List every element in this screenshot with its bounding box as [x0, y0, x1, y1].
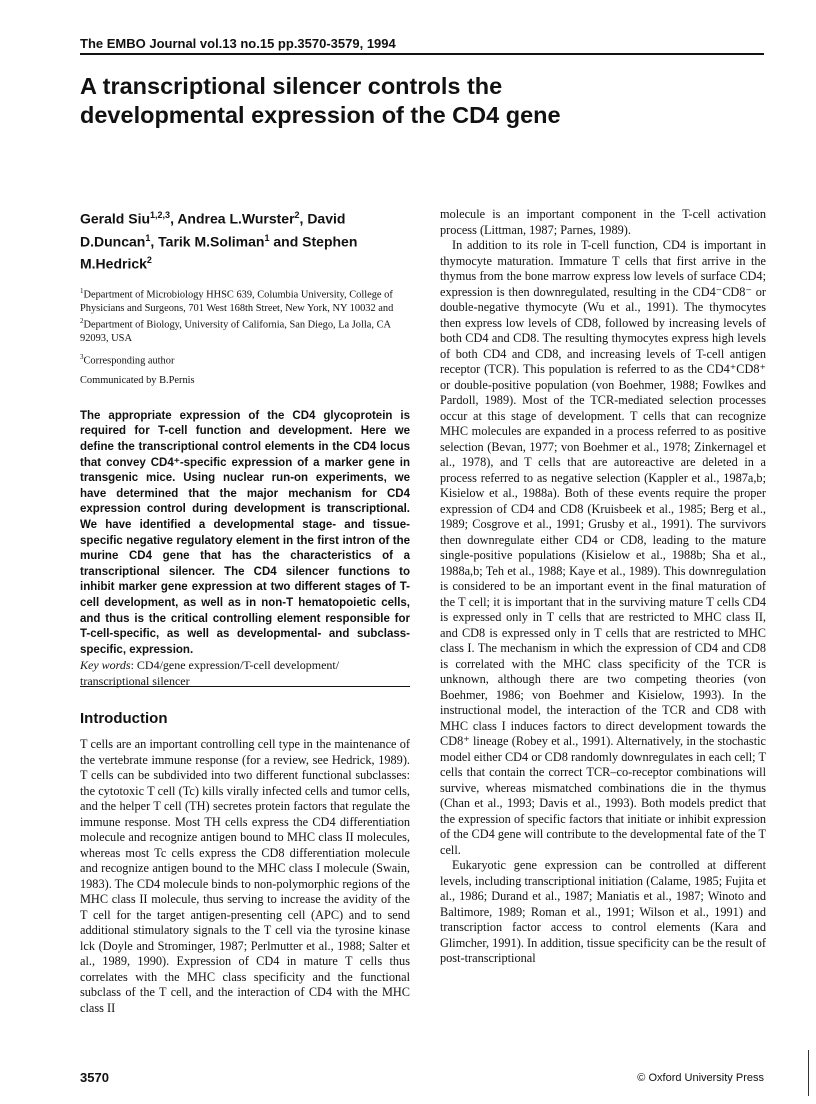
- article-title: [80, 72, 720, 130]
- scan-edge-mark: [808, 1050, 809, 1096]
- front-matter-column: [80, 206, 410, 690]
- title-line-2: developmental expression of the CD4 gene: [80, 102, 561, 128]
- right-column: [440, 207, 766, 967]
- right-paragraph-2: Eukaryotic gene expression can be controlled at different levels, including transcriptional initiation (Calame, 1985; Fujita et al., 1986; Durand et al., 1987; Maniatis et al., 1987; Winoto and Baltimore, 1989; Roman et al., 1991; Wilson et al., 1991) and transcription factor access to control elements (Kara and Glimcher, 1991). In addition, tissue specificity can be the result of post-transcriptional: [440, 858, 766, 965]
- publisher-notice: © Oxford University Press: [637, 1072, 764, 1084]
- introduction-heading: Introduction: [80, 710, 168, 727]
- page-number: 3570: [80, 1070, 109, 1085]
- affiliations: $^1$Department of Microbiology HHSC 639, Columbia University, College of Physicians and Surgeons, 701 West 168th Street, New York, NY 10032 and $^2$Department of Biology, University of California, San Diego, La Jolla, CA 92093, USA: [80, 286, 394, 344]
- intro-paragraph-1: T cells are an important controlling cell type in the maintenance of the vertebrate immune response (for a review, see Hedrick, 1989). T cells can be subdivided into two different functional subclasses: the cytotoxic T cell (Tc) kills virally infected cells and tumor cells, and the helper T cell (TH) secretes protein factors that regulate the immune response. Most TH cells express the CD4 differentiation molecule and recognize antigen bound to MHC class II molecules, whereas most Tc cells express the CD8 differentiation molecule and recognize antigen bound to the MHC class I molecule (Swain, 1983). The CD4 molecule binds to non-polymorphic regions of the MHC class II molecule, thus serving to increase the avidity of the T cell for the target antigen-presenting cell (APC) and to send additional stimulatory signals to the T cell via the tyrosine kinase lck (Doyle and Strominger, 1987; Perlmutter et al., 1988; Salter et al., 1989, 1990). Expression of CD4 in mature T cells thus correlates with the MHC class specificity and the functional subclass of the T cell, and the interaction of CD4 with the MHC class II: [80, 737, 410, 1015]
- section-rule: [80, 686, 410, 687]
- right-paragraph-0: molecule is an important component in the T-cell activation process (Littman, 1987; Parnes, 1989).: [440, 207, 766, 237]
- corresponding-author: $^3$Corresponding author: [80, 353, 175, 367]
- keywords: Key words: CD4/gene expression/T-cell development/ transcriptional silencer: [80, 658, 340, 688]
- abstract: The appropriate expression of the CD4 glycoprotein is required for T-cell function and development. Here we define the transcriptional control elements in the CD4 locus that convey CD4⁺-specific expression of a marker gene in transgenic mice. Using nuclear run-on experiments, we have determined that the major mechanism for CD4 expression control during development is transcriptional. We have identified a developmental stage- and tissue-specific negative regulatory element in the first intron of the murine CD4 gene that has the characteristics of a transcriptional silencer. The CD4 silencer functions to inhibit marker gene expression at two different stages of T-cell development, as well as in non-T hematopoietic cells, and thus is the critical controlling element responsible for T-cell-specific, as well as developmental- and subclass-specific, expression.: [80, 409, 410, 656]
- author-list: Gerald Siu$^{1,2,3}$, Andrea L.Wurster$^2$, David D.Duncan$^1$, Tarik M.Soliman$^1$ and Stephen M.Hedrick$^2$: [80, 210, 358, 272]
- right-paragraph-1: In addition to its role in T-cell function, CD4 is important in thymocyte maturation. Immature T cells that first arrive in the thymus from the bone marrow express low levels of surface CD4; expression is then downregulated, resulting in the CD4⁻CD8⁻ or double-negative thymocyte (Wu et al., 1991). The thymocytes then express low levels of CD8, followed by increasing levels of both CD4 and CD8. The resulting thymocytes express high levels of both CD4 and CD8, and increasing levels of T-cell antigen receptor (TCR). This population is referred to as the CD4⁺CD8⁺ or double-positive population (von Boehmer, 1988; Fowlkes and Pardoll, 1989). Most of the TCR-mediated selection processes occur at this stage of development. T cells that can recognize MHC molecules are expanded in a process referred to as positive selection (Bevan, 1977; von Boehmer et al., 1978; Zinkernagel et al., 1978), and T cells that are autoreactive are deleted in a process referred to as negative selection (Kappler et al., 1987a,b; Kisielow et al., 1988a). Both of these events require the proper expression of CD4 and CD8 (Kruisbeek et al., 1985; Berg et al., 1989; Cosgrove et al., 1991; Grusby et al., 1991). The survivors then downregulate either CD4 or CD8, leading to the mature single-positive populations (Kisielow et al., 1988b; Sha et al., 1988a,b; Teh et al., 1988; Kaye et al., 1989). This downregulation is considered to be an important event in the final maturation of the T cell; it is important that in the surviving mature T cells CD4 is expressed only in T cells that are restricted to MHC class II, and CD8 is expressed only in T cells that are restricted to MHC class I. The mechanism in which the expression of CD4 and CD8 is correlated with the MHC class specificity of the TCR is unknown, although there are two competing theories (von Boehmer, 1986; von Boehmer and Kisielow, 1993). In the instructional model, the interaction of the TCR and CD8 with MHC class I induces factors to direct development towards the CD8⁺ lineage (Robey et al., 1991). Alternatively, in the stochastic model either CD4 or CD8 randomly downregulates in each cell; T cells that contain the correct TCR–co-receptor combinations will survive, whereas mismatched combinations die in the thymus (Chan et al., 1993; Davis et al., 1993). Both models predict that the expression of specific factors that initiate or inhibit expression of the CD4 gene will contribute to the developmental fate of the T cell.: [440, 238, 766, 857]
- journal-citation: The EMBO Journal vol.13 no.15 pp.3570-3579, 1994: [80, 36, 396, 51]
- title-line-1: A transcriptional silencer controls the: [80, 73, 503, 99]
- communicated-by: Communicated by B.Pernis: [80, 374, 195, 386]
- introduction-body: [80, 737, 410, 1016]
- header-rule: [80, 53, 764, 55]
